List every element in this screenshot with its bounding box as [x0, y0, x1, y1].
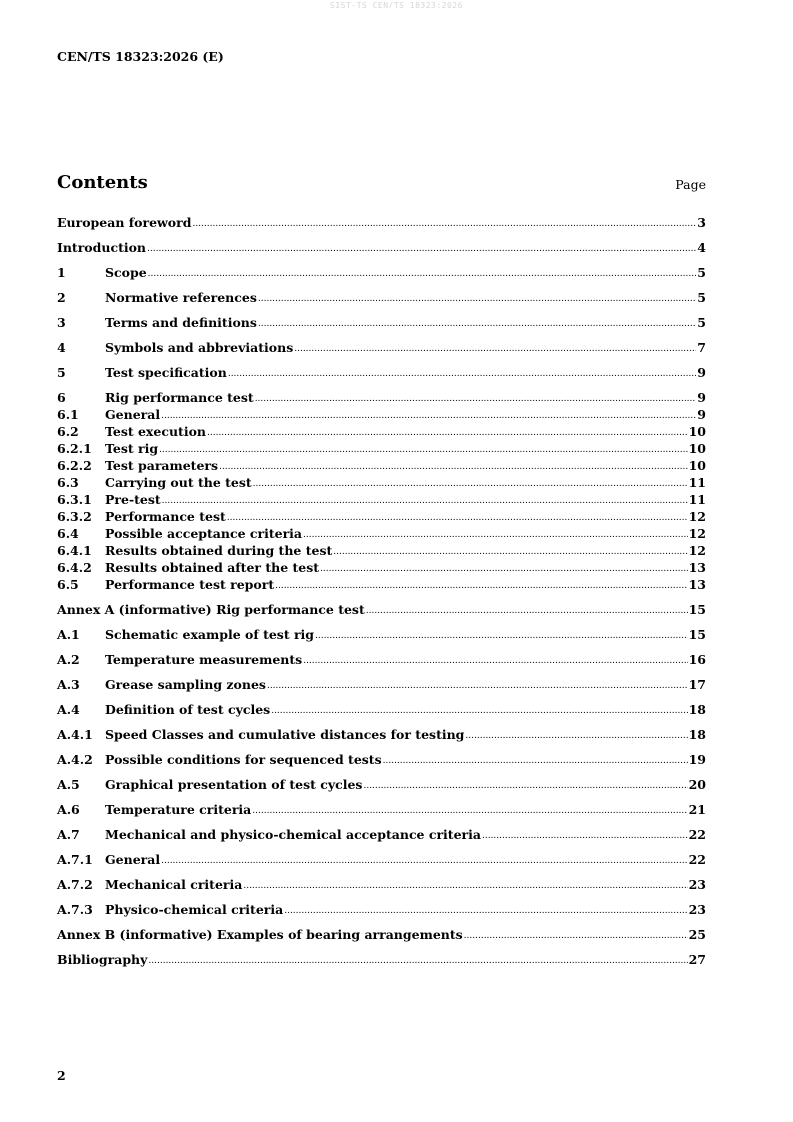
toc-entry-title: Performance test report — [105, 577, 275, 592]
toc-dot-leader — [464, 925, 688, 945]
toc-entry-page: 16 — [688, 652, 706, 667]
toc-dot-leader — [383, 750, 688, 770]
toc-entry-number: 6.3.1 — [57, 492, 92, 507]
toc-entry-number: A.7 — [57, 827, 80, 842]
toc-entry-number: A.6 — [57, 802, 80, 817]
toc-entry-page: 18 — [688, 727, 706, 742]
toc-entry[interactable] — [57, 289, 706, 306]
toc-entry[interactable] — [57, 406, 706, 423]
toc-entry-number: 6.2.1 — [57, 441, 92, 456]
toc-entry-page: 4 — [697, 240, 706, 255]
toc-entry-number: A.7.1 — [57, 852, 93, 867]
toc-entry-title: Terms and definitions — [105, 315, 257, 330]
toc-entry-title: Rig performance test — [105, 390, 254, 405]
toc-entry[interactable] — [57, 726, 706, 743]
toc-dot-leader — [271, 700, 687, 720]
toc-entry[interactable] — [57, 214, 706, 231]
toc-entry-title: Definition of test cycles — [105, 702, 271, 717]
toc-entry-title: Test parameters — [105, 458, 219, 473]
toc-entry-number: A.7.2 — [57, 877, 93, 892]
toc-entry-title: Performance test — [105, 509, 226, 524]
toc-entry[interactable] — [57, 776, 706, 793]
toc-entry-page: 5 — [697, 315, 706, 330]
toc-dot-leader — [363, 775, 687, 795]
toc-entry-title: Possible acceptance criteria — [105, 526, 303, 541]
toc-entry[interactable] — [57, 901, 706, 918]
toc-entry[interactable] — [57, 508, 706, 525]
toc-entry-page: 10 — [688, 458, 706, 473]
toc-entry-page: 9 — [697, 407, 706, 422]
toc-entry-title: Pre-test — [105, 492, 161, 507]
contents-heading: Contents — [57, 172, 148, 193]
toc-entry-page: 27 — [688, 952, 706, 967]
toc-entry-page: 5 — [697, 265, 706, 280]
table-of-contents — [57, 214, 706, 974]
toc-dot-leader — [294, 338, 696, 358]
toc-entry-title: Carrying out the test — [105, 475, 252, 490]
toc-entry[interactable] — [57, 751, 706, 768]
toc-entry-title: Graphical presentation of test cycles — [105, 777, 363, 792]
toc-entry-title: Normative references — [105, 290, 257, 305]
toc-entry-page: 23 — [688, 877, 706, 892]
toc-entry[interactable] — [57, 491, 706, 508]
toc-dot-leader — [147, 238, 696, 258]
toc-entry[interactable] — [57, 239, 706, 256]
toc-entry-page: 11 — [688, 475, 706, 490]
toc-dot-leader — [148, 263, 697, 283]
toc-entry[interactable] — [57, 423, 706, 440]
toc-entry-number: 6.1 — [57, 407, 79, 422]
toc-entry-number: 1 — [57, 265, 66, 280]
toc-entry-number: A.4.1 — [57, 727, 93, 742]
toc-entry[interactable] — [57, 525, 706, 542]
toc-entry[interactable] — [57, 826, 706, 843]
toc-entry-number: 6.3.2 — [57, 509, 92, 524]
toc-entry-title: Schematic example of test rig — [105, 627, 315, 642]
toc-dot-leader — [482, 825, 688, 845]
toc-entry[interactable] — [57, 651, 706, 668]
toc-entry-title: Introduction — [57, 240, 147, 255]
toc-entry-title: Results obtained during the test — [105, 543, 333, 558]
toc-entry-title: Test rig — [105, 441, 159, 456]
toc-entry[interactable] — [57, 339, 706, 356]
page-column-label: Page — [675, 177, 706, 192]
toc-entry[interactable] — [57, 576, 706, 593]
toc-entry-number: 6.2 — [57, 424, 79, 439]
toc-entry-page: 5 — [697, 290, 706, 305]
toc-dot-leader — [148, 950, 687, 970]
toc-entry-page: 22 — [688, 852, 706, 867]
toc-entry-title: Scope — [105, 265, 147, 280]
toc-entry[interactable] — [57, 601, 706, 618]
toc-entry-title: Results obtained after the test — [105, 560, 320, 575]
toc-entry-title: Bibliography — [57, 952, 148, 967]
toc-entry[interactable] — [57, 701, 706, 718]
toc-entry-number: A.7.3 — [57, 902, 93, 917]
toc-entry-page: 13 — [688, 560, 706, 575]
toc-entry-title: Speed Classes and cumulative distances for testing — [105, 727, 465, 742]
toc-dot-leader — [465, 725, 687, 745]
toc-entry[interactable] — [57, 389, 706, 406]
toc-entry-title: Temperature measurements — [105, 652, 303, 667]
toc-entry-number: A.4.2 — [57, 752, 93, 767]
toc-entry-page: 9 — [697, 390, 706, 405]
toc-entry-title: Physico-chemical criteria — [105, 902, 284, 917]
toc-entry[interactable] — [57, 851, 706, 868]
toc-entry[interactable] — [57, 542, 706, 559]
toc-entry-number: 6.4.1 — [57, 543, 92, 558]
toc-entry-page: 7 — [697, 340, 706, 355]
toc-entry-page: 9 — [697, 365, 706, 380]
toc-entry-number: A.1 — [57, 627, 80, 642]
toc-entry-title: Annex B (informative) Examples of bearing arrangements — [57, 927, 463, 942]
toc-entry-title: Mechanical criteria — [105, 877, 243, 892]
toc-entry-title: Test specification — [105, 365, 227, 380]
toc-entry-number: A.2 — [57, 652, 80, 667]
toc-entry-page: 19 — [688, 752, 706, 767]
toc-dot-leader — [284, 900, 687, 920]
toc-entry-page: 25 — [688, 927, 706, 942]
toc-entry[interactable] — [57, 876, 706, 893]
toc-entry[interactable] — [57, 951, 706, 968]
toc-dot-leader — [258, 288, 696, 308]
toc-entry[interactable] — [57, 364, 706, 381]
toc-entry-page: 12 — [688, 543, 706, 558]
toc-entry-number: 5 — [57, 365, 66, 380]
toc-entry-title: Symbols and abbreviations — [105, 340, 294, 355]
toc-dot-leader — [315, 625, 688, 645]
toc-dot-leader — [275, 575, 687, 595]
toc-entry-number: 6.4.2 — [57, 560, 92, 575]
toc-entry[interactable] — [57, 626, 706, 643]
toc-dot-leader — [252, 800, 687, 820]
toc-entry[interactable] — [57, 559, 706, 576]
toc-dot-leader — [192, 213, 696, 233]
toc-entry-page: 17 — [688, 677, 706, 692]
toc-entry-page: 15 — [688, 602, 706, 617]
page-number: 2 — [57, 1068, 66, 1083]
toc-entry-number: 4 — [57, 340, 66, 355]
toc-entry[interactable] — [57, 676, 706, 693]
toc-entry-number: 6 — [57, 390, 66, 405]
toc-entry-page: 12 — [688, 526, 706, 541]
toc-entry[interactable] — [57, 457, 706, 474]
toc-entry-number: 6.2.2 — [57, 458, 92, 473]
toc-entry[interactable] — [57, 440, 706, 457]
toc-entry-page: 3 — [697, 215, 706, 230]
toc-entry-page: 10 — [688, 424, 706, 439]
toc-entry-page: 15 — [688, 627, 706, 642]
toc-entry-number: A.4 — [57, 702, 80, 717]
toc-entry-page: 21 — [688, 802, 706, 817]
toc-entry[interactable] — [57, 926, 706, 943]
toc-dot-leader — [267, 675, 688, 695]
toc-entry[interactable] — [57, 474, 706, 491]
toc-dot-leader — [243, 875, 687, 895]
toc-entry-title: Annex A (informative) Rig performance test — [57, 602, 365, 617]
toc-entry-title: Mechanical and physico-chemical acceptance criteria — [105, 827, 481, 842]
toc-entry[interactable] — [57, 264, 706, 281]
toc-entry-number: 2 — [57, 290, 66, 305]
toc-entry-title: Grease sampling zones — [105, 677, 266, 692]
watermark: SIST-TS CEN/TS 18323:2026 — [330, 1, 463, 10]
toc-entry-number: A.5 — [57, 777, 80, 792]
toc-entry-page: 11 — [688, 492, 706, 507]
toc-entry-page: 12 — [688, 509, 706, 524]
toc-dot-leader — [228, 363, 696, 383]
toc-entry-title: Possible conditions for sequenced tests — [105, 752, 382, 767]
toc-entry-page: 18 — [688, 702, 706, 717]
toc-dot-leader — [258, 313, 696, 333]
toc-dot-leader — [366, 600, 688, 620]
toc-entry-page: 22 — [688, 827, 706, 842]
document-identifier: CEN/TS 18323:2026 (E) — [57, 49, 224, 64]
toc-entry-page: 23 — [688, 902, 706, 917]
toc-entry[interactable] — [57, 801, 706, 818]
toc-entry-page: 13 — [688, 577, 706, 592]
toc-dot-leader — [161, 850, 687, 870]
toc-entry-number: A.3 — [57, 677, 80, 692]
toc-entry-number: 6.5 — [57, 577, 79, 592]
toc-entry-number: 3 — [57, 315, 66, 330]
toc-entry-title: Test execution — [105, 424, 206, 439]
toc-entry-number: 6.3 — [57, 475, 79, 490]
toc-entry-title: Temperature criteria — [105, 802, 252, 817]
toc-entry-page: 20 — [688, 777, 706, 792]
toc-entry-title: General — [105, 407, 161, 422]
toc-entry-page: 10 — [688, 441, 706, 456]
toc-entry-title: General — [105, 852, 161, 867]
toc-entry[interactable] — [57, 314, 706, 331]
toc-dot-leader — [303, 650, 687, 670]
toc-entry-title: European foreword — [57, 215, 192, 230]
toc-entry-number: 6.4 — [57, 526, 79, 541]
